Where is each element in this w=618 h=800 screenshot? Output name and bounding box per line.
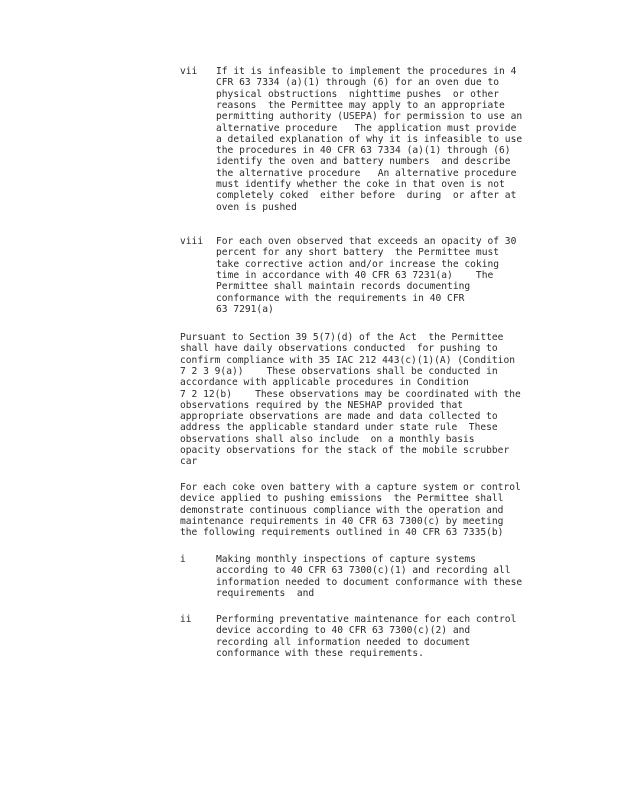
text-line: Pursuant to Section 39 5(7)(d) of the Act the Permittee bbox=[180, 332, 504, 343]
text-line: take corrective action and/or increase the coking bbox=[216, 258, 500, 270]
item-number: ii bbox=[180, 614, 192, 625]
list-item-viii bbox=[180, 236, 560, 318]
text-line: permitting authority (USEPA) for permission to use an bbox=[216, 111, 523, 123]
text-line: Performing preventative maintenance for each control bbox=[216, 614, 517, 625]
text-line: a detailed explanation of why it is infeasible to use bbox=[216, 133, 523, 145]
text-line: accordance with applicable procedures in Condition bbox=[180, 377, 469, 389]
text-line: demonstrate continuous compliance with the operation and bbox=[180, 504, 504, 516]
text-line: physical obstructions nighttime pushes or other bbox=[216, 88, 500, 100]
text-line: device applied to pushing emissions the Permittee shall bbox=[180, 493, 504, 505]
text-line: Permittee shall maintain records documenting bbox=[216, 281, 471, 293]
text-line: conformance with the requirements in 40 CFR bbox=[216, 292, 465, 304]
text-line: address the applicable standard under state rule These bbox=[180, 422, 498, 434]
text-line: the alternative procedure An alternative procedure bbox=[216, 167, 517, 179]
text-line: oven is pushed bbox=[216, 201, 297, 213]
text-line: conformance with these requirements. bbox=[216, 647, 424, 659]
text-line: 7 2 3 9(a)) These observations shall be conducted in bbox=[180, 365, 498, 377]
text-line: confirm compliance with 35 IAC 212 443(c)(1)(A) (Condition bbox=[180, 354, 516, 366]
text-line: requirements and bbox=[216, 587, 315, 599]
text-line: maintenance requirements in 40 CFR 63 7300(c) by meeting bbox=[180, 515, 504, 527]
paragraph-capture-system bbox=[180, 482, 560, 542]
item-number: i bbox=[180, 554, 186, 565]
text-line: If it is infeasible to implement the procedures in 4 bbox=[216, 66, 517, 77]
text-line: must identify whether the coke in that oven is not bbox=[216, 179, 505, 190]
text-line: the following requirements outlined in 40 CFR 63 7335(b) bbox=[180, 527, 504, 539]
list-item-vii bbox=[180, 66, 560, 216]
text-line: recording all information needed to document bbox=[216, 636, 471, 648]
text-line: observations shall also include on a monthly basis bbox=[180, 433, 475, 445]
text-line: Making monthly inspections of capture systems bbox=[216, 554, 476, 565]
paragraph-daily-observations bbox=[180, 332, 560, 470]
text-line: 7 2 12(b) These observations may be coordinated with the bbox=[180, 388, 521, 400]
text-line: shall have daily observations conducted for pushing to bbox=[180, 343, 498, 355]
text-line: completely coked either before during or after at bbox=[216, 190, 517, 202]
text-line: time in accordance with 40 CFR 63 7231(a) The bbox=[216, 269, 494, 281]
item-number: viii bbox=[180, 236, 204, 247]
text-line: car bbox=[180, 456, 198, 468]
text-line: For each coke oven battery with a capture system or control bbox=[180, 482, 521, 493]
text-line: opacity observations for the stack of the mobile scrubber bbox=[180, 445, 510, 456]
text-line: 63 7291(a) bbox=[216, 303, 274, 315]
text-line: percent for any short battery the Permittee must bbox=[216, 247, 500, 259]
text-line: identify the oven and battery numbers and describe bbox=[216, 156, 511, 168]
text-line: device according to 40 CFR 63 7300(c)(2) and bbox=[216, 625, 471, 637]
list-item-ii bbox=[180, 614, 560, 662]
text-line: the procedures in 40 CFR 63 7334 (a)(1) through (6) bbox=[216, 145, 511, 157]
text-line: according to 40 CFR 63 7300(c)(1) and recording all bbox=[216, 565, 511, 577]
list-item-i bbox=[180, 554, 560, 602]
text-line: For each oven observed that exceeds an opacity of 30 bbox=[216, 236, 517, 247]
text-line: reasons the Permittee may apply to an appropriate bbox=[216, 99, 505, 111]
text-line: appropriate observations are made and data collected to bbox=[180, 411, 498, 423]
item-number: vii bbox=[180, 66, 198, 77]
text-line: alternative procedure The application must provide bbox=[216, 122, 517, 134]
text-line: information needed to document conformance with these bbox=[216, 576, 523, 588]
text-line: observations required by the NESHAP provided that bbox=[180, 399, 464, 411]
text-line: CFR 63 7334 (a)(1) through (6) for an oven due to bbox=[216, 77, 500, 89]
